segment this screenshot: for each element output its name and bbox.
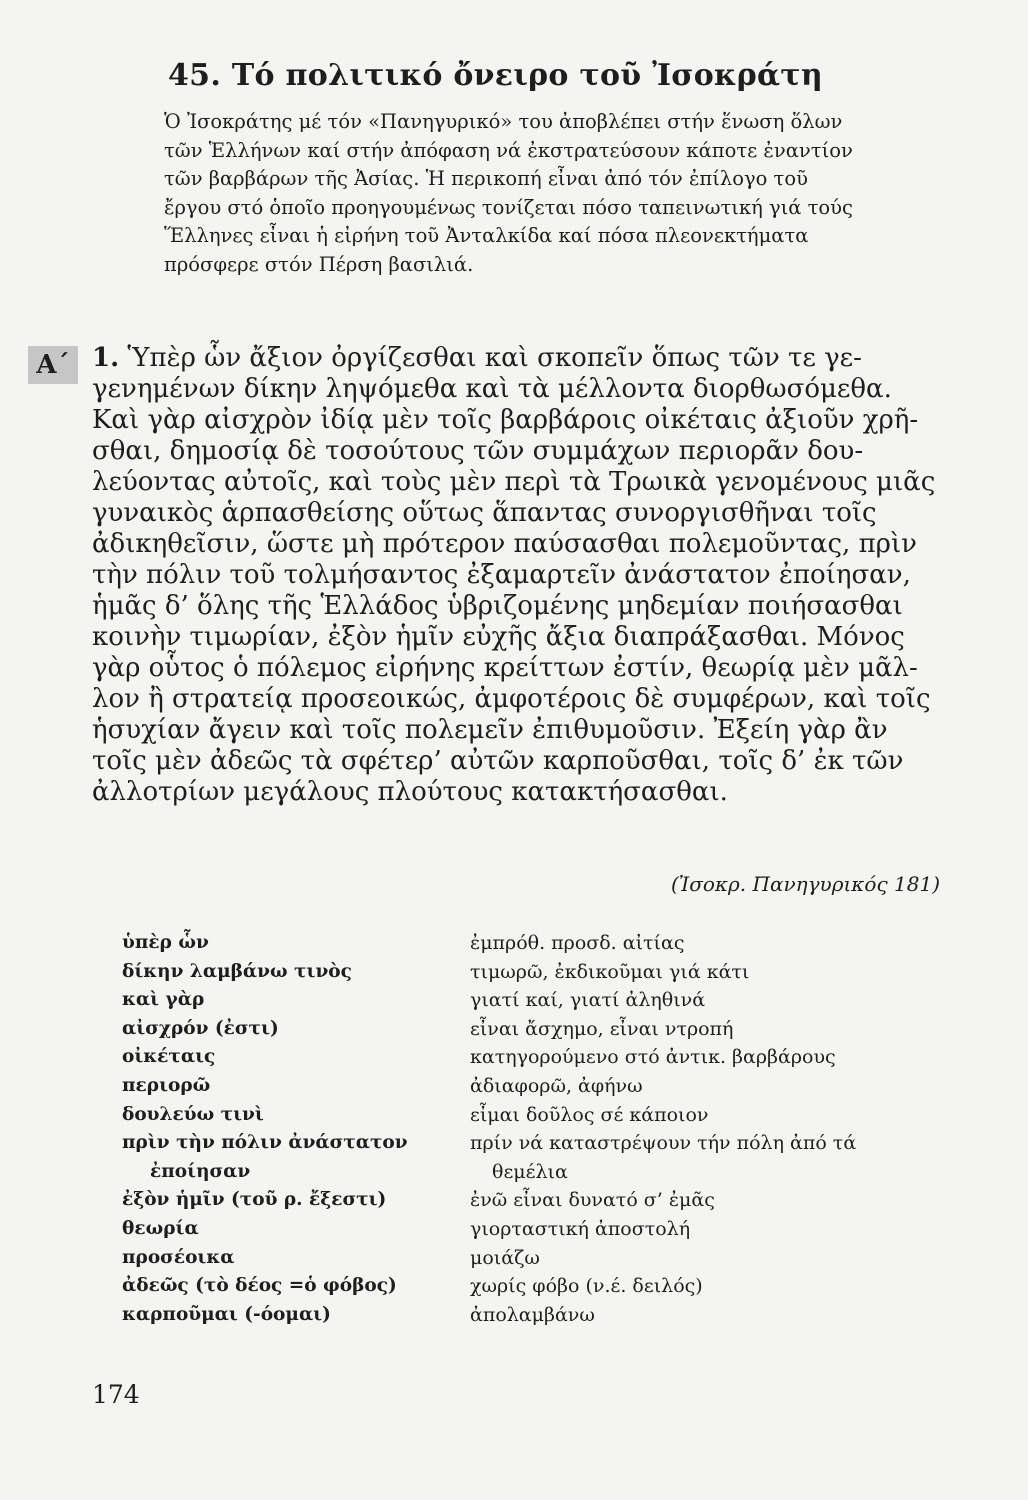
intro-line: τῶν Ἑλλήνων καί στήν ἀπόφαση νά ἐκστρατεύσουν κάποτε ἐναντίον [164,138,853,162]
passage-first-line [92,343,952,374]
page-title: 45. Τό πολιτικό ὄνειρο τοῦ Ἰσοκράτη [168,58,824,93]
passage-line: ἀλλοτρίων μεγάλους πλούτους κατακτήσασθαι. [92,777,728,807]
vocabulary-definition: ἐνῶ εἶναι δυνατό σ’ ἐμᾶς [470,1189,715,1212]
vocabulary-term: προσέοικα [122,1246,235,1268]
passage-line: Καὶ γὰρ αἰσχρὸν ἰδίᾳ μὲν τοῖς βαρβάροις οἰκέταις ἀξιοῦν χρῆ- [92,405,919,435]
passage-line: γενημένων δίκην ληψόμεθα καὶ τὰ μέλλοντα διορθωσόμεθα. [92,374,892,404]
vocabulary-definition: ἀπολαμβάνω [470,1303,595,1326]
vocabulary-definition: ἀδιαφορῶ, ἀφήνω [470,1074,643,1097]
passage-line: τὴν πόλιν τοῦ τολμήσαντος ἐξαμαρτεῖν ἀνάστατον ἐποίησαν, [92,560,911,590]
passage-line: ἡσυχίαν ἄγειν καὶ τοῖς πολεμεῖν ἐπιθυμοῦσιν. Ἐξείη γὰρ ἂν [92,715,888,745]
vocabulary-definition: πρίν νά καταστρέψουν τήν πόλη ἀπό τά [470,1132,857,1155]
vocabulary-row [122,1247,952,1276]
vocabulary-definition: θεμέλια [492,1160,568,1183]
vocabulary-definition: γιορταστική ἀποστολή [470,1217,691,1240]
intro-paragraph [164,108,944,280]
vocabulary-term: καρποῦμαι (-όομαι) [122,1303,331,1325]
vocabulary-term: αἰσχρόν (ἐστι) [122,1017,279,1039]
passage-line: Ὑπὲρ ὧν ἄξιον ὀργίζεσθαι καὶ σκοπεῖν ὅπως τῶν τε γε- [127,343,862,373]
passage-line: λεύοντας αὐτοῖς, καὶ τοὺς μὲν περὶ τὰ Τρωικὰ γενομένους μιᾶς [92,467,936,497]
vocabulary-row [122,1304,952,1333]
passage-line: γυναικὸς ἁρπασθείσης οὕτως ἅπαντας συνοργισθῆναι τοῖς [92,498,877,528]
vocabulary-row [122,989,952,1018]
vocabulary-definition: ἐμπρόθ. προσδ. αἰτίας [470,932,685,954]
vocabulary-term: πρὶν τὴν πόλιν ἀνάστατον [122,1132,408,1154]
passage-line: σθαι, δημοσίᾳ δὲ τοσούτους τῶν συμμάχων περιορᾶν δου- [92,436,864,466]
passage-line: γὰρ οὗτος ὁ πόλεμος εἰρήνης κρείττων ἐστίν, θεωρίᾳ μὲν μᾶλ- [92,653,918,683]
intro-line: Ἕλληνες εἶναι ἡ εἰρήνη τοῦ Ἀνταλκίδα καί πόσα πλεονεκτήματα [164,224,809,248]
intro-line: τῶν βαρβάρων τῆς Ἀσίας. Ἡ περικοπή εἶναι ἀπό τόν ἐπίλογο τοῦ [164,167,808,191]
vocabulary-definition: μοιάζω [470,1246,540,1269]
vocabulary-term: θεωρία [122,1217,199,1239]
vocabulary-row [122,1189,952,1218]
vocabulary-term: οἰκέταις [122,1046,216,1068]
vocabulary-row [122,932,952,961]
greek-passage [92,343,952,808]
intro-line: Ὁ Ἰσοκράτης μέ τόν «Πανηγυρικό» του ἀποβλέπει στήν ἕνωση ὅλων [164,110,843,133]
vocabulary-term: ὑπὲρ ὧν [122,932,209,953]
passage-line: τοῖς μὲν ἀδεῶς τὰ σφέτερ’ αὐτῶν καρποῦσθαι, τοῖς δ’ ἐκ τῶν [92,746,904,776]
passage-line: λον ἢ στρατείᾳ προσεοικώς, ἀμφοτέροις δὲ συμφέρων, καὶ τοῖς [92,684,931,714]
vocabulary-term: περιορῶ [122,1074,211,1096]
passage-line: ἡμᾶς δ’ ὅλης τῆς Ἑλλάδος ὑβριζομένης μηδεμίαν ποιήσασθαι [92,591,903,621]
vocabulary-row [122,1104,952,1133]
vocabulary-row [122,1018,952,1047]
vocabulary-term: ἐξὸν ἡμῖν (τοῦ ρ. ἔξεστι) [122,1189,387,1211]
vocabulary-definition: γιατί καί, γιατί ἀληθινά [470,989,706,1012]
vocabulary-definition: τιμωρῶ, ἐκδικοῦμαι γιά κάτι [470,960,750,983]
vocabulary-definition: χωρίς φόβο (ν.έ. δειλός) [470,1275,703,1298]
vocabulary-row [122,1046,952,1075]
intro-line: πρόσφερε στόν Πέρση βασιλιά. [164,252,474,276]
citation: (Ἰσοκρ. Πανηγυρικός 181) [671,872,940,896]
section-badge: Α΄ [28,346,78,384]
page-number: 174 [92,1380,140,1409]
vocabulary-row [122,961,952,990]
vocabulary-row [122,1161,952,1190]
vocabulary-row [122,1075,952,1104]
vocabulary-row [122,1132,952,1161]
vocabulary-term: καὶ γὰρ [122,989,205,1011]
passage-line: ἀδικηθεῖσιν, ὥστε μὴ πρότερον παύσασθαι πολεμοῦντας, πρὶν [92,529,917,559]
vocabulary-term: δίκην λαμβάνω τινὸς [122,960,352,982]
passage-number: 1. [92,343,120,373]
intro-line: ἔργου στό ὁποῖο προηγουμένως τονίζεται πόσο ταπεινωτική γιά τούς [164,195,853,219]
vocabulary-term: ἐποίησαν [150,1160,251,1182]
vocabulary-definition: εἶναι ἄσχημο, εἶναι ντροπή [470,1017,734,1040]
vocabulary-term: δουλεύω τινὶ [122,1103,264,1125]
vocabulary-definition: κατηγορούμενο στό ἀντικ. βαρβάρους [470,1046,836,1069]
vocabulary-list [122,932,952,1332]
passage-line: κοινὴν τιμωρίαν, ἐξὸν ἡμῖν εὐχῆς ἄξια διαπράξασθαι. Μόνος [92,622,905,652]
vocabulary-term: ἀδεῶς (τὸ δέος =ὁ φόβος) [122,1275,397,1297]
vocabulary-definition: εἶμαι δοῦλος σέ κάποιον [470,1103,709,1126]
vocabulary-row [122,1218,952,1247]
vocabulary-row [122,1275,952,1304]
